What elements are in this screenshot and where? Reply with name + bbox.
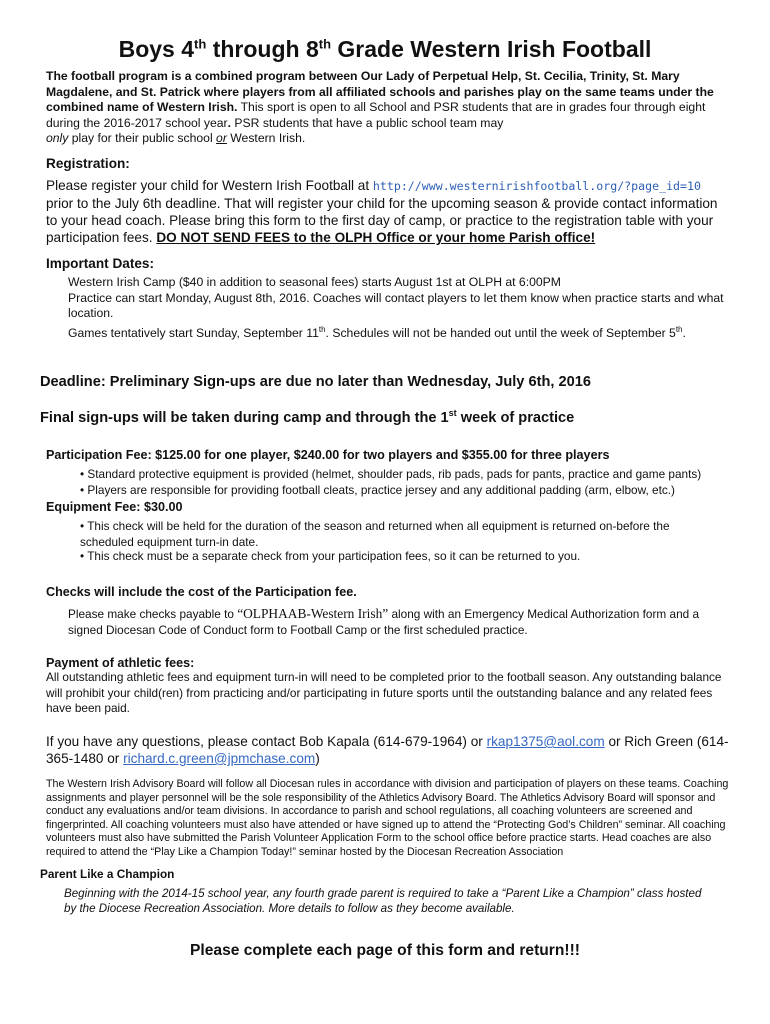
participation-fee-heading: Participation Fee: $125.00 for one player, $240.00 for two players and $355.00 for three players	[46, 448, 610, 462]
checks-heading: Checks will include the cost of the Participation fee.	[46, 585, 357, 599]
equipment-bullet: • This check will be held for the duration of the season and returned when all equipment is returned on-before the scheduled equipment turn-in date.	[80, 519, 670, 549]
intro-bold: The football program is a combined program between Our Lady of Perpetual Help, St. Cecilia, Trinity, St. Mary Magdalene, and St. Patrick where players from all affiliated schools and parishes play on the same teams under the combined name of Western Irish.	[46, 69, 714, 114]
equipment-fee-heading: Equipment Fee: $30.00	[46, 500, 183, 514]
advisory-board-text: The Western Irish Advisory Board will follow all Diocesan rules in accordance with division and participation of players on these teams. Coaching assignments and player personnel will be the sole responsibility of the Athletics Advisory Board. The Athletics Advisory Board will sponsor and conduct any evaluations and/or team divisions. In accordance to parish and school regulations, all coaching volunteers are screened and fingerprinted. All coaching volunteers must also have attended or have signed up to attend the “Protecting God’s Children” seminar. All coaching volunteers must also have submitted the Parish Volunteer Application Form to the school office before practice starts. Head coaches are also required to attend the “Play Like a Champion Today!” seminar hosted by the Diocesan Recreation Association	[46, 778, 729, 858]
registration-heading: Registration:	[46, 156, 130, 171]
footer-instruction: Please complete each page of this form and return!!!	[190, 942, 580, 959]
parent-like-champion-text: Beginning with the 2014-15 school year, any fourth grade parent is required to take a “Parent Like a Champion” class hosted by the Diocese Recreation Association. More details to follow as they become available.	[64, 887, 702, 915]
deadline-heading: Deadline: Preliminary Sign-ups are due no later than Wednesday, July 6th, 2016	[40, 374, 591, 390]
important-dates-list	[68, 275, 728, 341]
intro-only: only	[46, 131, 69, 145]
final-signups-heading: Final sign-ups will be taken during camp and through the 1st week of practice	[40, 408, 575, 426]
contact-text: If you have any questions, please contact Bob Kapala (614-679-1964) or rkap1375@aol.com or Rich Green (614-365-1480 or richard.c.green@jpmchase.com)	[46, 734, 729, 766]
check-payee: “OLPHAAB-Western Irish”	[237, 606, 389, 621]
equipment-bullet: • This check must be a separate check from your participation fees, so it can be returned to you.	[80, 549, 581, 563]
email-link-bob[interactable]: rkap1375@aol.com	[486, 734, 605, 749]
fees-warning: DO NOT SEND FEES to the OLPH Office or your home Parish office!	[156, 230, 596, 245]
registration-text: Please register your child for Western Irish Football at http://www.westernirishfootball.org/?page_id=10 prior to the July 6th deadline. That will register your child for the upcoming season & provide contact information to your head coach. Please bring this form to the first day of camp, or practice to the registration table with your participation fees. DO NOT SEND FEES to the OLPH Office or your home Parish office!	[46, 178, 718, 245]
registration-url[interactable]: http://www.westernirishfootball.org/?page_id=10	[372, 179, 701, 193]
date-camp: Western Irish Camp ($40 in addition to seasonal fees) starts August 1st at OLPH at 6:00PM	[68, 275, 561, 289]
date-games: Games tentatively start Sunday, September 11th. Schedules will not be handed out until the week of September 5th.	[68, 324, 686, 340]
date-practice: Practice can start Monday, August 8th, 2016. Coaches will contact players to let them know when practice starts and what location.	[68, 290, 724, 320]
participation-bullet: • Players are responsible for providing football cleats, practice jersey and any additional padding (arm, elbow, etc.)	[80, 483, 675, 497]
checks-text: Please make checks payable to “OLPHAAB-Western Irish” along with an Emergency Medical Authorization form and a signed Diocesan Code of Conduct form to Football Camp or the first scheduled practice.	[68, 606, 700, 637]
payment-heading: Payment of athletic fees:	[46, 656, 195, 670]
participation-bullet: • Standard protective equipment is provided (helmet, shoulder pads, rib pads, pads for pants, practice and game pants)	[80, 467, 702, 481]
email-link-rich[interactable]: richard.c.green@jpmchase.com	[123, 751, 316, 766]
intro-paragraph: The football program is a combined program between Our Lady of Perpetual Help, St. Cecilia, Trinity, St. Mary Magdalene, and St. Patrick where players from all affiliated schools and parishes play on the same teams under the combined name of Western Irish. This sport is open to all School and PSR students that are in grades four through eight during the 2016-2017 school year. PSR students that have a public school team may only play for their public school or Western Irish.	[46, 69, 714, 145]
important-dates-heading: Important Dates:	[46, 256, 155, 271]
parent-like-champion-heading: Parent Like a Champion	[40, 867, 175, 881]
payment-text: All outstanding athletic fees and equipment turn-in will need to be completed prior to the football season. Any outstanding balance will prohibit your child(ren) from practicing and/or participating in future sports until the outstanding balance and any related fees have been paid.	[46, 670, 722, 715]
page-title: Boys 4th through 8th Grade Western Irish Football	[118, 36, 652, 62]
